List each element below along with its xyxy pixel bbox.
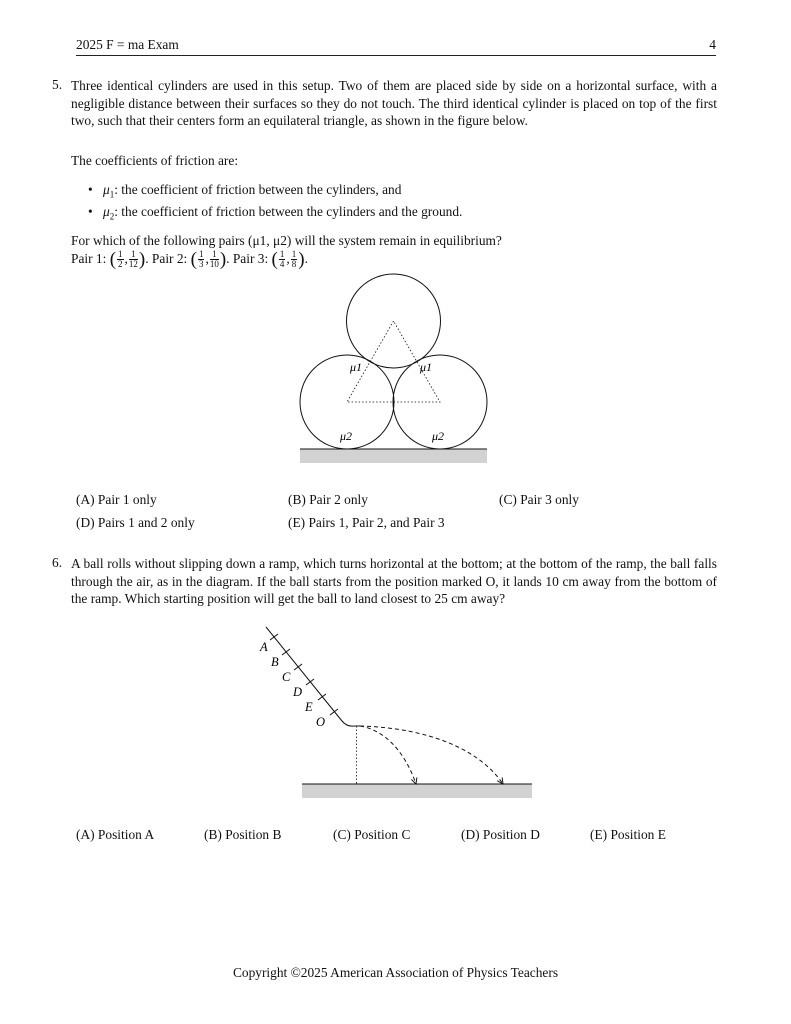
q6-choice-c[interactable]: (C) Position C [333,827,411,842]
ramp-label-c: C [282,670,291,684]
bullet-dot-icon: • [88,204,93,219]
q5-choice-a[interactable]: (A) Pair 1 only [76,492,157,507]
bullet-dot-icon: • [88,182,93,197]
mu1-left-label: μ1 [350,360,363,374]
q6-choice-e[interactable]: (E) Position E [590,827,666,842]
short-trajectory [360,726,416,784]
friction-intro: The coefficients of friction are: [71,153,239,168]
pair-3-mu2: $\frac{1}{8}$ [291,249,297,270]
pair-3-label: Pair 3: [232,251,269,266]
pair-2-mu1: $\frac{1}{3}$ [198,249,204,270]
q6-choice-a[interactable]: (A) Position A [76,827,155,842]
pair-2-mu2: $\frac{1}{10}$ [209,249,219,270]
pairs-line: Pair 1: ( $\frac{1}{2}$ , $\frac{1}{12}$ ). Pair 2: ( $\frac{1}{3}$ , $\frac{1}{10}$ ). Pair 3: ( $\frac{1}{4}$ , $\frac{1}{8}$ ). [71,248,308,270]
ramp-label-a: A [260,640,268,654]
mu2-right-label: μ2 [432,429,445,443]
bullet-mu1: • $\mu_1$: the coefficient of friction between the cylinders, and [88,182,402,200]
question-5-number: 5. [52,77,63,92]
floor-surface [302,784,532,798]
equilibrium-question: For which of the following pairs (μ1, μ2) will the system remain in equilibrium? [71,233,502,248]
q5-choice-e[interactable]: (E) Pairs 1, Pair 2, and Pair 3 [288,515,445,530]
ramp-label-b: B [271,655,279,669]
bullet-mu2-text: : the coefficient of friction between the cylinders and the ground. [114,204,463,219]
mu2-left-label: μ2 [340,429,353,443]
mu1-right-label: μ1 [420,360,433,374]
pair-2-label: Pair 2: [151,251,188,266]
page-number: 4 [709,37,716,52]
question-6-number: 6. [52,555,63,570]
bullet-mu2: • $\mu_2$: the coefficient of friction between the cylinders and the ground. [88,204,463,222]
q6-choice-d[interactable]: (D) Position D [461,827,540,842]
question-6-text: A ball rolls without slipping down a ramp, which turns horizontal at the bottom; at the bottom of the ramp, the ball falls through the air, as in the diagram. If the ball starts from the position marked O, it lands 10 cm away from the bottom of the ramp. Which starting position will get the ball to land closest to 25 cm away? [71,556,717,606]
pair-1-label: Pair 1: [71,251,107,266]
q5-choice-b[interactable]: (B) Pair 2 only [288,492,368,507]
pair-1-mu1: $\frac{1}{2}$ [118,249,123,270]
pair-3-mu1: $\frac{1}{4}$ [279,249,285,270]
copyright-footer: Copyright ©2025 American Association of Physics Teachers [232,965,559,980]
ramp-label-d: D [293,685,303,699]
pair-1-mu2: $\frac{1}{12}$ [128,249,138,270]
bullet-mu1-text: : the coefficient of friction between the cylinders, and [114,182,402,197]
ramp-label-e: E [305,700,313,714]
ramp-label-o: O [316,715,326,729]
q5-choice-d[interactable]: (D) Pairs 1 and 2 only [76,515,195,530]
question-5-text: Three identical cylinders are used in this setup. Two of them are placed side by side on a horizontal surface, with a negligible distance between their surfaces so they do not touch. The third identical cylinder is placed on top of the first two, such that their centers form an equilateral triangle, as shown in the figure below. [71,78,717,128]
q5-choice-c[interactable]: (C) Pair 3 only [499,492,579,507]
ramp-surface [266,627,360,726]
exam-title: 2025 F = ma Exam [76,37,179,52]
q6-choice-b[interactable]: (B) Position B [204,827,282,842]
